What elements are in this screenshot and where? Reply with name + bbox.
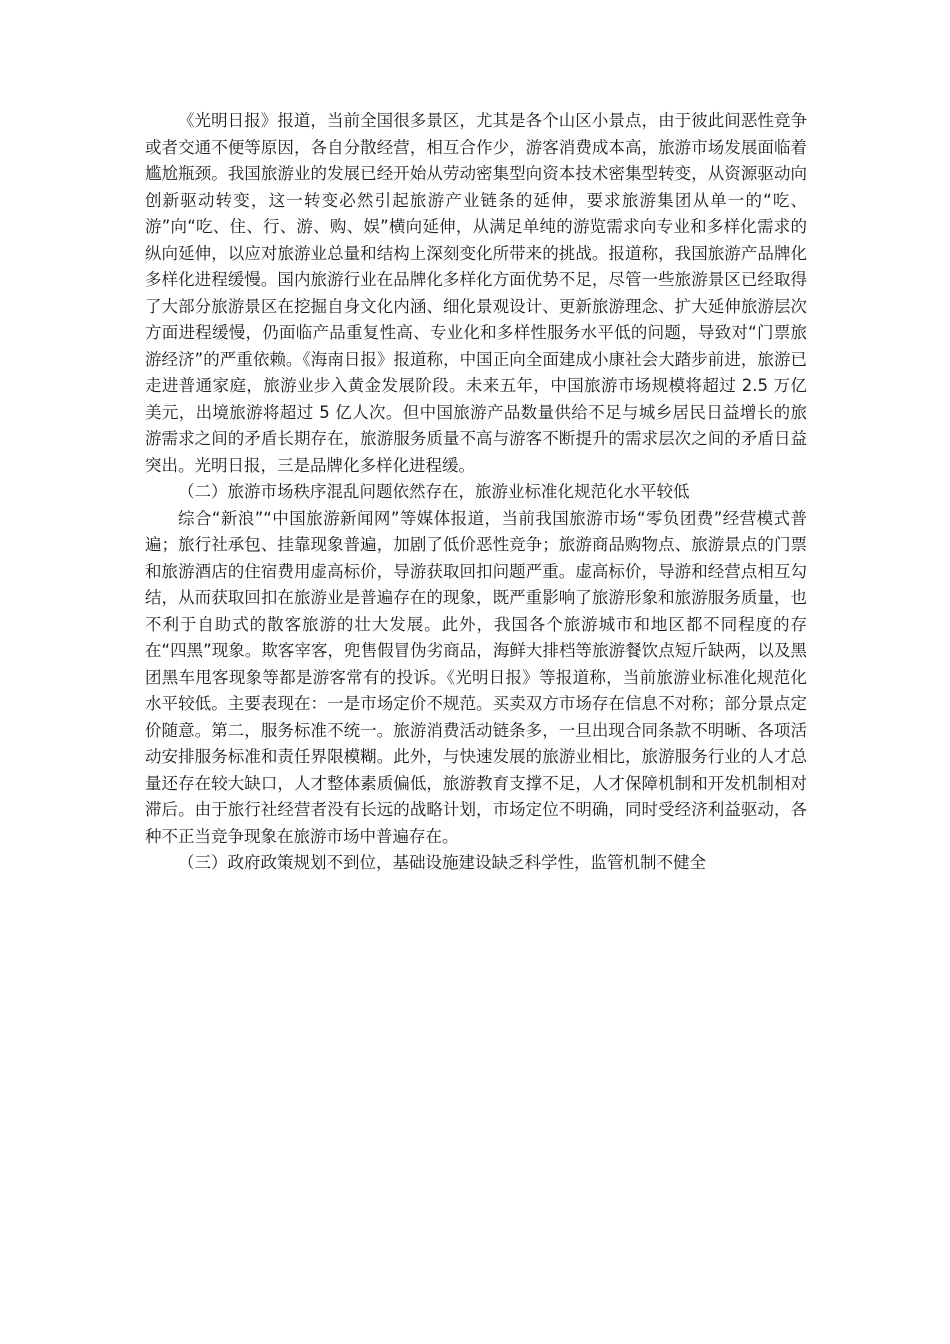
paragraph-intro: 《光明日报》报道，当前全国很多景区，尤其是各个山区小景点，由于彼此间恶性竞争或者交通不便等原因，各自分散经营，相互合作少，游客消费成本高，旅游市场发展面临着尴尬瓶颈。我国旅游业的发展已经开始从劳动密集型向资本技术密集型转变，从资源驱动向创新驱动转变，这一转变必然引起旅游产业链条的延伸，要求旅游集团从单一的“吃、游”向“吃、住、行、游、购、娱”横向延伸，从满足单纯的游览需求向专业和多样化需求的纵向延伸，以应对旅游业总量和结构上深刻变化所带来的挑战。报道称，我国旅游产品牌化多样化进程缓慢。国内旅游行业在品牌化多样化方面优势不足，尽管一些旅游景区已经取得了大部分旅游景区在挖掘自身文化内涵、细化景观设计、更新旅游理念、扩大延伸旅游层次方面进程缓慢，仍面临产品重复性高、专业化和多样性服务水平低的问题，导致对“门票旅游经济”的严重依赖。《海南日报》报道称，中国正向全面建成小康社会大踏步前进，旅游已走进普通家庭，旅游业步入黄金发展阶段。未来五年，中国旅游市场规模将超过 2.5 万亿美元，出境旅游将超过 5 亿人次。但中国旅游产品数量供给不足与城乡居民日益增长的旅游需求之间的矛盾长期存在，旅游服务质量不高与游客不断提升的需求层次之间的矛盾日益突出。光明日报，三是品牌化多样化进程缓。 bbox=[145, 111, 807, 475]
section-heading-2: （二）旅游市场秩序混乱问题依然存在，旅游业标准化规范化水平较低 bbox=[178, 482, 690, 501]
section-heading-3: （三）政府政策规划不到位，基础设施建设缺乏科学性，监管机制不健全 bbox=[178, 853, 706, 872]
paragraph-section-2: 综合“新浪”“中国旅游新闻网”等媒体报道，当前我国旅游市场“零负团费”经营模式普遍；旅行社承包、挂靠现象普遍，加剧了低价恶性竞争；旅游商品购物点、旅游景点的门票和旅游酒店的住宿费用虚高标价，导游获取回扣问题严重。虚高标价，导游和经营点相互勾结，从而获取回扣在旅游业是普遍存在的现象，既严重影响了旅游形象和旅游服务质量，也不利于自助式的散客旅游的壮大发展。此外，我国各个旅游城市和地区都不同程度的存在“四黑”现象。欺客宰客，兜售假冒伪劣商品，海鲜大排档等旅游餐饮点短斤缺两，以及黑团黑车甩客现象等都是游客常有的投诉。《光明日报》等报道称，当前旅游业标准化规范化水平较低。主要表现在：一是市场定价不规范。买卖双方市场存在信息不对称；部分景点定价随意。第二，服务标准不统一。旅游消费活动链条多，一旦出现合同条款不明晰、各项活动安排服务标准和责任界限模糊。此外，与快速发展的旅游业相比，旅游服务行业的人才总量还存在较大缺口，人才整体素质偏低，旅游教育支撑不足，人才保障机制和开发机制相对滞后。由于旅行社经营者没有长远的战略计划，市场定位不明确，同时受经济利益驱动，各种不正当竞争现象在旅游市场中普遍存在。 bbox=[145, 508, 807, 846]
document-body bbox=[145, 108, 807, 877]
